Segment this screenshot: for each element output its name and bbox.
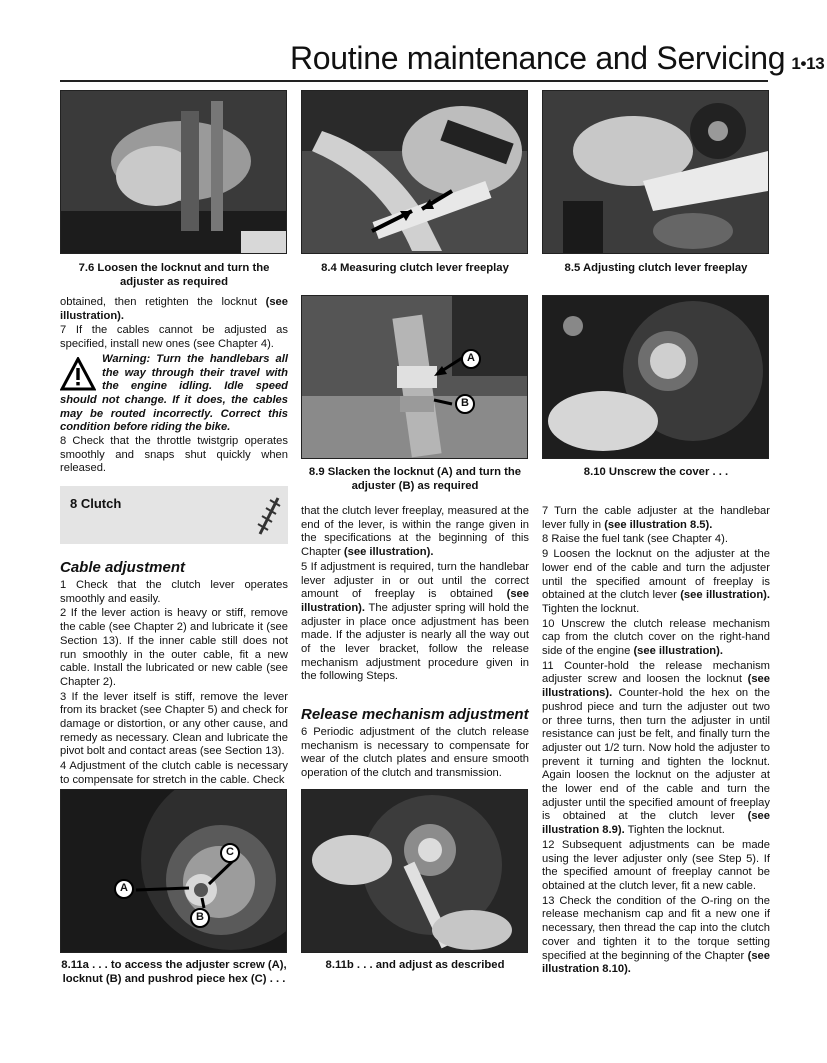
header-rule [60,80,768,82]
illustration-ref: (see illustrations). [542,673,770,700]
column-2-lower [301,726,529,782]
photo-7-6 [60,90,287,254]
photo-8-11b [301,789,528,953]
column-1-top [60,296,288,477]
clutch-section-icon [256,494,282,536]
warning-icon [60,357,96,391]
page-number: 1•13 [791,54,825,73]
caption-7-6 [60,261,288,289]
caption-8-10 [542,465,770,479]
caption-line: 8.11a . . . to access the adjuster screw (A), [61,959,287,971]
text: obtained, then retighten the locknut [60,296,266,308]
text: 13 Check the condition of the O-ring on the release mechanism cap and fit a new one if necessary, then thread the cap into the clutch cover and tighten it to the torque setting specified at the beginning of the Chapter [542,894,770,962]
text: The adjuster spring will hold the adjuster in place once adjustment has been made. If the adjuster is nearly all the way out of the lever bracket, follow the release mechanism adjustment procedure given in the following Steps. [301,601,529,683]
photo-8-5 [542,90,769,254]
photo-8-4 [301,90,528,254]
paragraph: 2 If the lever action is heavy or stiff, remove the cable (see Chapter 2) and lubricate it (see Section 13). If the inner cable still does not run smoothly in the outer cable, fit a new cable. Install the lubricated or new cable (see Chapter 2). [60,607,288,688]
paragraph [542,548,770,617]
caption-line: 8.9 Slacken the locknut (A) and turn the [308,466,522,478]
photo-8-11a [60,789,287,953]
page-title [290,40,824,77]
column-3 [542,505,770,978]
text: 7 Turn the cable adjuster at the handlebar lever fully in [542,505,770,531]
caption-8-5 [542,261,770,275]
photo-8-10 [542,295,769,459]
paragraph [542,505,770,532]
caption-line: 8.4 Measuring clutch lever freeplay [321,262,509,274]
paragraph [301,505,529,560]
text: 5 If adjustment is required, turn the handlebar lever adjuster in or out until the correct amount of freeplay is obtained [301,560,529,601]
caption-8-11a [60,958,288,986]
caption-line: adjuster as required [120,276,228,288]
paragraph: 4 Adjustment of the clutch cable is necessary to compensate for stretch in the cable. Check [60,760,288,786]
illustration-ref: (see illustration). [60,296,288,322]
text: Tighten the locknut. [542,602,640,615]
caption-8-4 [301,261,529,275]
photo-8-9 [301,295,528,459]
warning-text: Warning: Turn the handlebars all the way through their travel with the engine idling. Idle speed should not change. If it does, the cables may be routed incorrectly. Correct this condition before riding the bike. [60,352,288,434]
paragraph: 6 Periodic adjustment of the clutch release mechanism is necessary to compensate for wear of the clutch plates and ensure smooth operation of the clutch and transmission. [301,726,529,780]
caption-8-9 [301,465,529,493]
callout-a-label: A [120,882,128,894]
caption-8-11b [301,958,529,972]
warning-block [60,353,288,435]
text: Tighten the locknut. [624,824,725,837]
illustration-ref: (see illustration). [633,645,723,658]
column-2 [301,505,529,685]
text: Counter-hold the hex on the pushrod piece and turn the adjuster out two or three turns, then turn the adjuster in until resistance can just be felt, and finally turn the adjuster out 1/2 turn. Now hold the adjuster to prevent it turning and tighten the locknut. Again loosen the locknut on the adjuster at the lower end of the cable and turn the adjuster until the specified amount of freeplay is obtained at the clutch lever [542,687,770,823]
paragraph: 8 Raise the fuel tank (see Chapter 4). [542,533,728,546]
text: that the clutch lever freeplay, measured at the end of the lever, is within the range given in the specifications at the beginning of this Chapter [301,505,529,559]
illustration-ref: (see illustration). [343,546,434,559]
paragraph: 7 If the cables cannot be adjusted as specified, install new ones (see Chapter 4). [60,324,288,351]
paragraph: 1 Check that the clutch lever operates smoothly and easily. [60,579,288,605]
paragraph [542,660,770,838]
paragraph: 8 Check that the throttle twistgrip operates smoothly and snaps shut quickly when released. [60,435,288,475]
section-title: 8 Clutch [70,496,122,511]
paragraph [542,618,770,659]
caption-line: 8.5 Adjusting clutch lever freeplay [564,262,748,274]
callout-c-label: C [226,846,234,858]
illustration-ref: (see illustration 8.9). [542,810,770,837]
paragraph [542,895,770,977]
illustration-ref: (see illustration 8.5). [604,518,713,531]
paragraph [301,561,529,684]
text: 10 Unscrew the clutch release mechanism cap from the clutch cover on the right-hand side of the engine [542,617,770,658]
caption-line: 8.11b . . . and adjust as described [325,959,505,971]
illustration-ref: (see illustration). [301,588,529,614]
illustration-ref: (see illustration 8.10). [542,949,770,976]
text: 9 Loosen the locknut on the adjuster at the lower end of the cable and turn the adjuster until the specified amount of freeplay is obtained at the clutch lever [542,548,770,602]
callout-b-label: B [196,911,204,923]
heading-cable-adjustment: Cable adjustment [60,559,186,576]
caption-line: 7.6 Loosen the locknut and turn the [78,262,270,274]
caption-line: 8.10 Unscrew the cover . . . [583,466,729,478]
paragraph: 12 Subsequent adjustments can be made using the lever adjuster only (see Step 5). If the specified amount of freeplay cannot be obtained at the clutch lever, fit a new cable. [542,838,770,892]
column-1 [60,579,288,789]
illustration-ref: (see illustration). [680,589,770,602]
caption-line: adjuster (B) as required [351,480,479,492]
text: 11 Counter-hold the release mechanism adjuster screw and loosen the locknut [542,659,770,686]
heading-release-mechanism: Release mechanism adjustment [301,706,529,723]
caption-line: locknut (B) and pushrod piece hex (C) . . . [62,973,286,985]
paragraph: 3 If the lever itself is stiff, remove the lever from its bracket (see Chapter 5) and check for damage or distortion, or any other cause, and remedy as necessary. Clean and lubricate the pivot bolt and contact areas (see Section 13). [60,690,288,758]
paragraph [60,296,288,323]
chapter-title: Routine maintenance and Servicing [290,40,786,76]
section-box [60,486,288,544]
callout-b-label: B [461,397,469,409]
callout-a-label: A [467,352,475,364]
